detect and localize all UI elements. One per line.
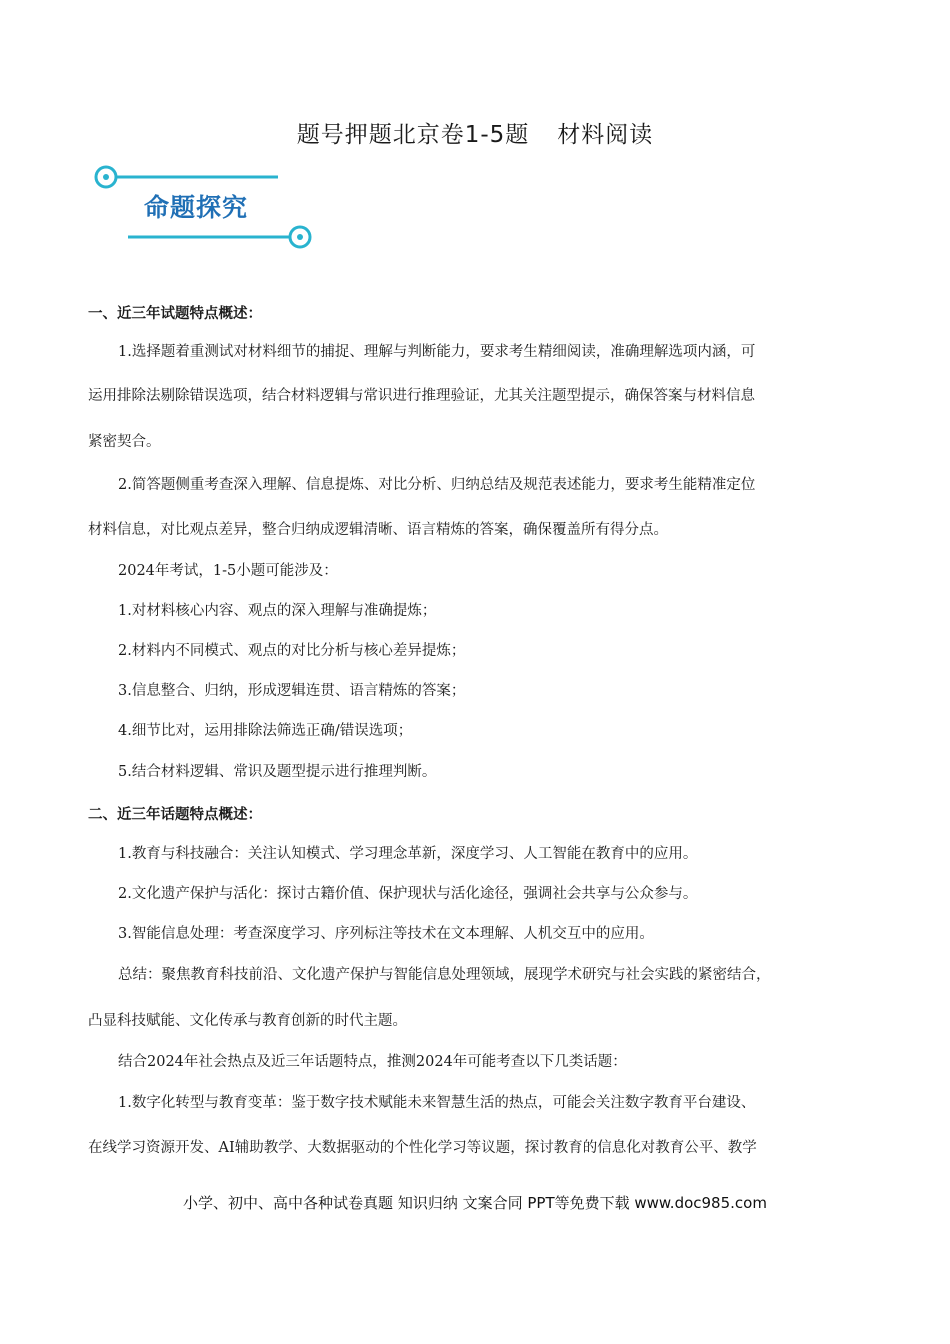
footer-text: 小学、初中、高中各种试卷真题 知识归纳 文案合同 PPT等免费下载 www.doc985.com xyxy=(183,1194,767,1212)
s2-summary-line2: 凸显科技赋能、文化传承与教育创新的时代主题。 xyxy=(88,1013,407,1029)
section2-heading: 二、近三年话题特点概述： xyxy=(88,807,262,823)
list-item: 3.信息整合、归纳，形成逻辑连贯、语言精炼的答案； xyxy=(118,683,466,699)
list-item: 1.教育与科技融合：关注认知模式、学习理念革新，深度学习、人工智能在教育中的应用。 xyxy=(118,846,698,862)
s1-p2-line2: 材料信息，对比观点差异，整合归纳成逻辑清晰、语言精炼的答案，确保覆盖所有得分点。 xyxy=(88,522,668,538)
s1-p1-line2: 运用排除法剔除错误选项，结合材料逻辑与常识进行推理验证，尤其关注题型提示，确保答案与材料信息 xyxy=(88,388,755,404)
list-item: 5.结合材料逻辑、常识及题型提示进行推理判断。 xyxy=(118,764,437,780)
list-item: 3.智能信息处理：考查深度学习、序列标注等技术在文本理解、人机交互中的应用。 xyxy=(118,926,654,942)
section-banner xyxy=(92,158,318,250)
list-item: 2.文化遗产保护与活化：探讨古籍价值、保护现状与活化途径，强调社会共享与公众参与。 xyxy=(118,886,698,902)
banner-label: 命题探究 xyxy=(144,193,249,222)
s2-summary-line1: 总结：聚焦教育科技前沿、文化遗产保护与智能信息处理领域，展现学术研究与社会实践的紧密结合， xyxy=(118,967,771,983)
s1-p2-line1: 2.简答题侧重考查深入理解、信息提炼、对比分析、归纳总结及规范表述能力，要求考生能精准定位 xyxy=(118,477,756,493)
section1-heading: 一、近三年试题特点概述： xyxy=(88,306,262,322)
title-sub: 材料阅读 xyxy=(557,122,654,148)
s1-p1-line1: 1.选择题着重测试对材料细节的捕捉、理解与判断能力，要求考生精细阅读，准确理解选项内涵，可 xyxy=(118,344,756,360)
s1-p3: 2024年考试，1-5小题可能涉及： xyxy=(118,563,338,579)
s2-last-line2: 在线学习资源开发、AI辅助教学、大数据驱动的个性化学习等议题，探讨教育的信息化对教育公平、教学 xyxy=(88,1140,757,1156)
s1-p1-line3: 紧密契合。 xyxy=(88,434,161,450)
list-item: 1.对材料核心内容、观点的深入理解与准确提炼； xyxy=(118,603,437,619)
title-main: 题号押题北京卷1-5题 xyxy=(296,122,530,148)
s2-predict: 结合2024年社会热点及近三年话题特点，推测2024年可能考查以下几类话题： xyxy=(118,1054,627,1070)
page-title xyxy=(0,116,950,149)
list-item: 4.细节比对，运用排除法筛选正确/错误选项； xyxy=(118,723,413,739)
s2-last-line1: 1.数字化转型与教育变革：鉴于数字技术赋能未来智慧生活的热点，可能会关注数字教育平台建设、 xyxy=(118,1095,756,1111)
list-item: 2.材料内不同模式、观点的对比分析与核心差异提炼； xyxy=(118,643,466,659)
